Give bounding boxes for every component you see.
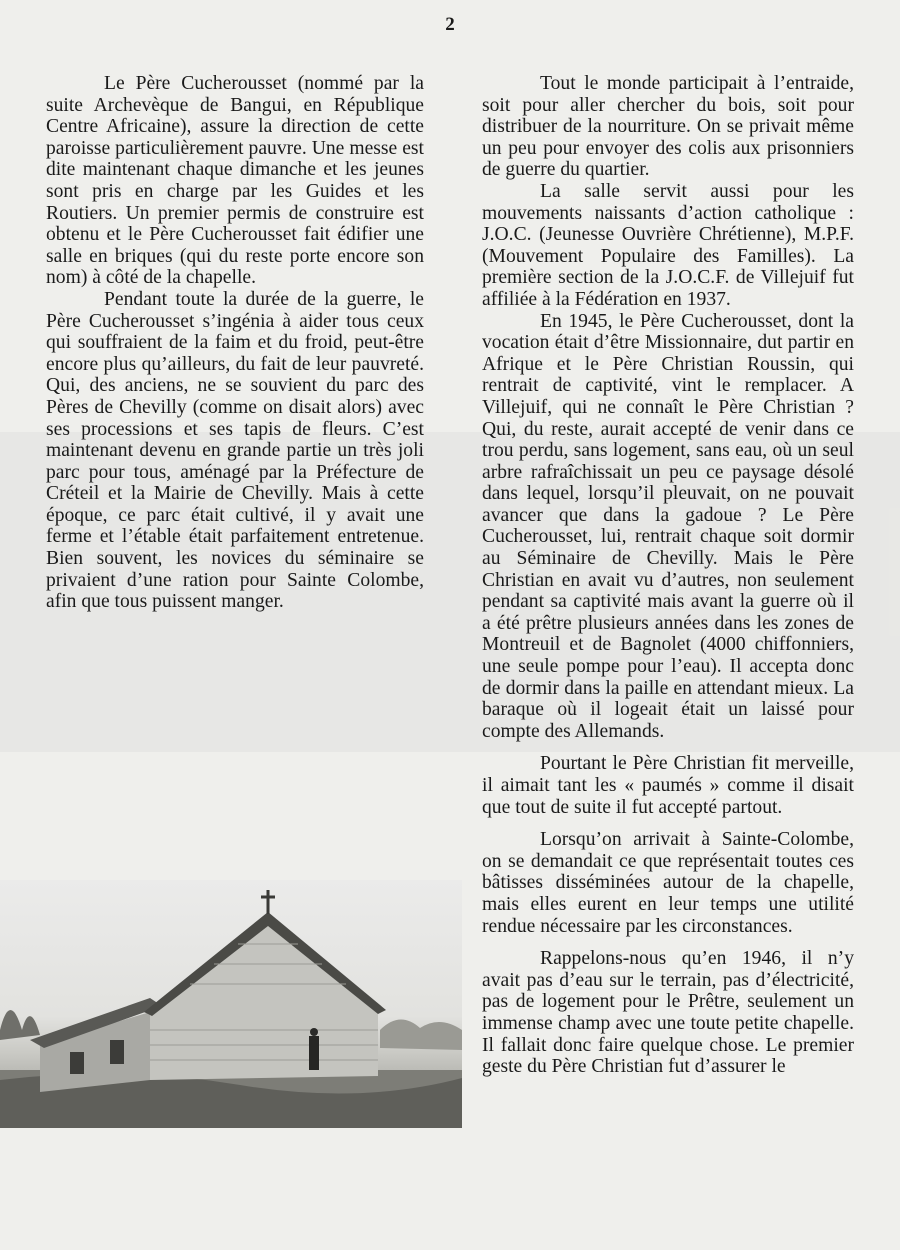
right-paragraph-2: La salle servit aussi pour les mouvements naissants d’action catholique : J.O.C. (Jeunesse Ouvrière Chrétienne), M.P.F. (Mouvement Populaire des Familles). La première section de la J.O.C.F. de Villejuif fut affiliée à la Fédération en 1937.: [482, 180, 854, 310]
right-paragraph-5: Lorsqu’on arrivait à Sainte-Colombe, on se demandait ce que représentait toutes ces bâtisses disséminées autour de la chapelle, mais elles eurent en leur temps une utilité rendue nécessaire par les circonstances.: [482, 829, 854, 937]
right-paragraph-4: Pourtant le Père Christian fit merveille, il aimait tant les « paumés » comme il disait que tout de suite il fut accepté partout.: [482, 753, 854, 818]
right-column: [482, 73, 854, 1078]
left-paragraph-2: Pendant toute la durée de la guerre, le Père Cucherousset s’ingénia à aider tous ceux qui souffraient de la faim et du froid, peut-être encore plus qu’ailleurs, du fait de leur pauvreté. Qui, des anciens, ne se souvient du parc des Pères de Chevilly (comme on disait alors) avec ses processions et ses tapis de fleurs. C’est maintenant devenu en grande partie un très joli parc pour tous, aménagé par la Préfecture de Créteil et la Mairie de Chevilly. Mais à cette époque, ce parc était cultivé, il y avait une ferme et l’étable était parfaitement entretenue. Bien souvent, les novices du séminaire se privaient d’une ration pour Sainte Colombe, afin que tous puissent manger.: [46, 288, 424, 613]
chapel-photo: [0, 880, 462, 1128]
right-paragraph-1: Tout le monde participait à l’entraide, soit pour aller chercher du bois, soit pour distribuer de la nourriture. On se privait même un peu pour envoyer des colis aux prisonniers de guerre du quartier.: [482, 73, 854, 181]
page-number: 2: [445, 14, 455, 35]
left-column: [46, 73, 424, 613]
right-paragraph-3: En 1945, le Père Cucherousset, dont la vocation était d’être Missionnaire, dut partir en Afrique et le Père Christian Roussin, qui rentrait de captivité, vint le remplacer. A Villejuif, qui ne connaît le Père Christian ? Qui, du reste, aurait accepté de venir dans ce trou perdu, sans logement, sans eau, où un seul arbre rafraîchissait un peu ce paysage désolé dans lequel, lorsqu’il pleuvait, on ne pouvait avancer que dans la gadoue ? Le Père Cucherousset, lui, rentrait chaque soit dormir au Séminaire de Chevilly. Mais le Père Christian en avait vu d’autres, non seulement pendant sa captivité mais avant la guerre où il a été prêtre plusieurs années dans les zones de Montreuil et de Bagnolet (4000 chiffonniers, une seule pompe pour l’eau). Il accepta donc de dormir dans la paille en attendant mieux. La baraque où il logeait était un laissé pour compte des Allemands.: [482, 310, 854, 742]
right-paragraph-6: Rappelons-nous qu’en 1946, il n’y avait pas d’eau sur le terrain, pas d’électricité, pas de logement pour le Prêtre, seulement un immense champ avec une toute petite chapelle. Il fallait donc faire quelque chose. Le premier geste du Père Christian fut d’assurer le: [482, 948, 854, 1078]
left-paragraph-1: Le Père Cucherousset (nommé par la suite Archevèque de Bangui, en République Centre Africaine), assure la direction de cette paroisse particulièrement pauvre. Une messe est dite maintenant chaque dimanche et les jeunes sont pris en charge par les Guides et les Routiers. Un premier permis de construire est obtenu et le Père Cucherousset fait édifier une salle en briques (qui du reste porte encore son nom) à côté de la chapelle.: [46, 73, 424, 289]
chapel-illustration: [0, 880, 462, 1128]
